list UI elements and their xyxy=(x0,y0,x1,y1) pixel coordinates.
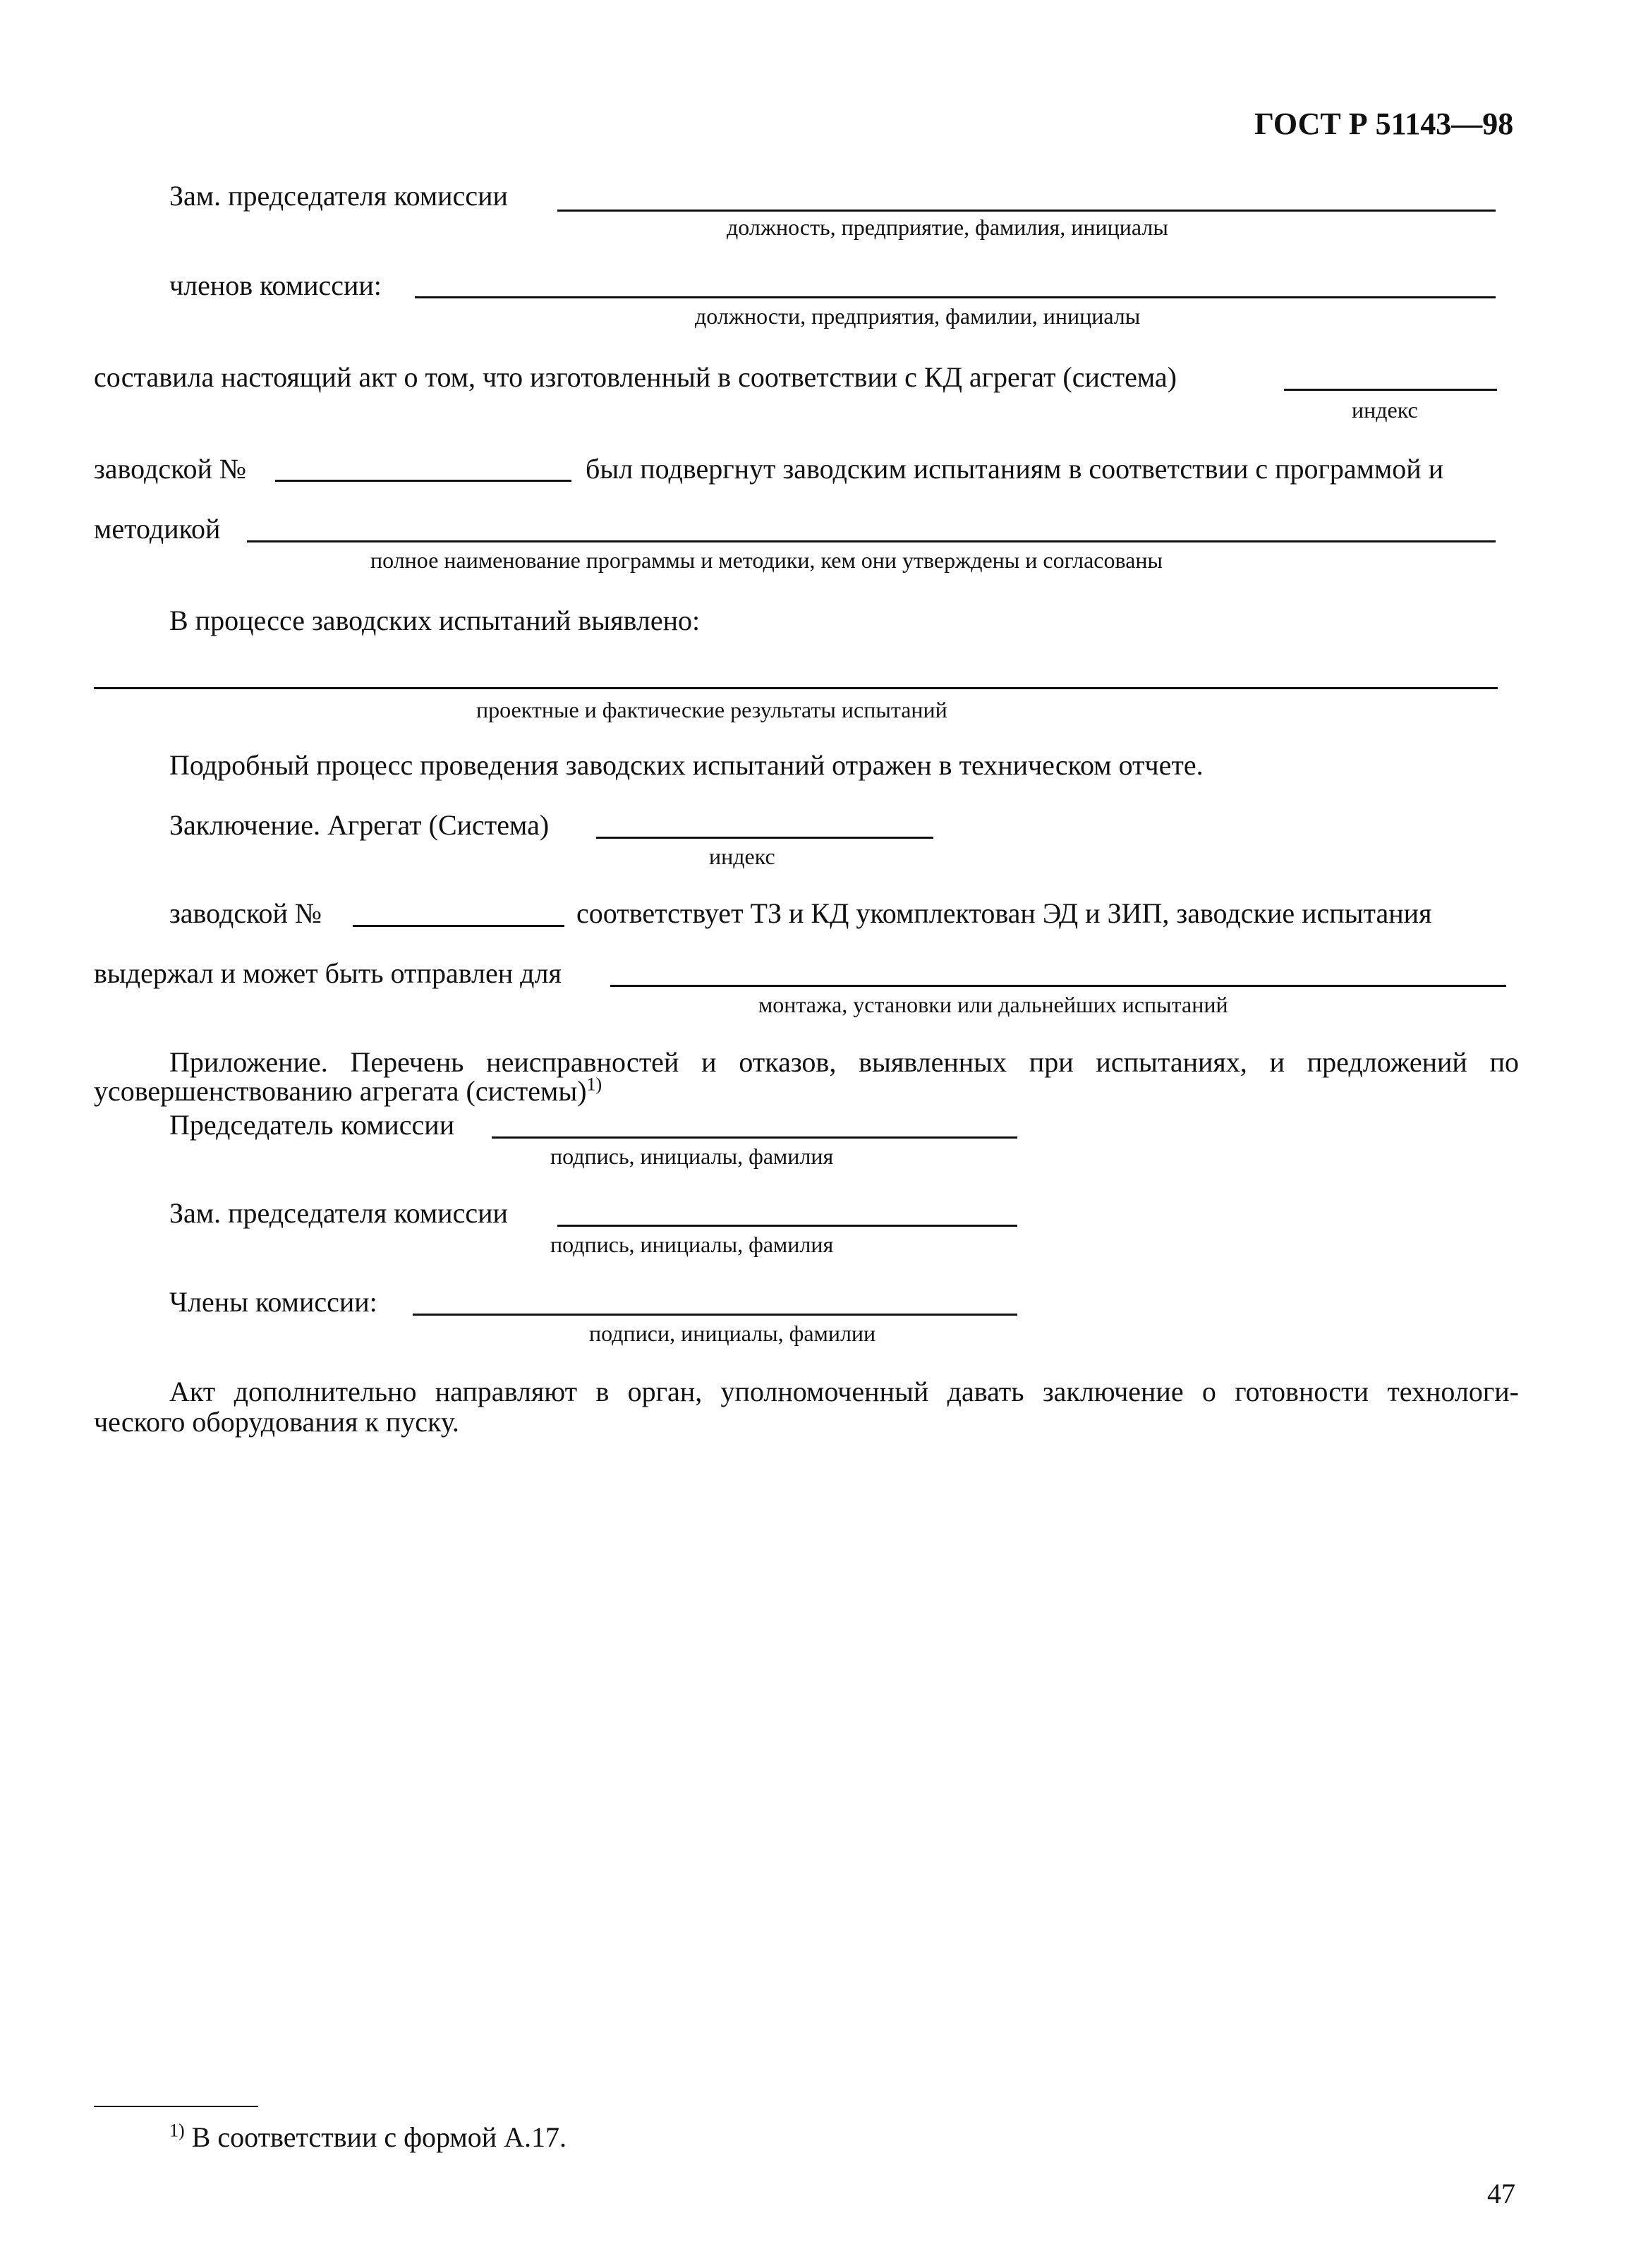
members-signature-field[interactable] xyxy=(413,1314,1017,1316)
conclusion-index-hint: индекс xyxy=(709,844,775,869)
members-hint: должности, предприятия, фамилии, инициалы xyxy=(695,303,1141,329)
footnote-divider xyxy=(94,2106,258,2107)
page-number: 47 xyxy=(1487,2178,1515,2209)
members-signature-hint: подписи, инициалы, фамилии xyxy=(589,1321,876,1346)
footnote xyxy=(169,2120,567,2153)
closing-line-1: Акт дополнительно направляют в орган, уполномоченный давать заключение о готовности технологи- xyxy=(169,1376,1519,1407)
results-field[interactable] xyxy=(94,687,1498,689)
tested-text: был подвергнут заводским испытаниям в соответствии с программой и xyxy=(586,453,1444,485)
conclusion-label: Заключение. Агрегат (Система) xyxy=(169,809,550,841)
method-hint: полное наименование программы и методики, кем они утверждены и согласованы xyxy=(370,547,1163,573)
revealed-text: В процессе заводских испытаний выявлено: xyxy=(169,605,701,636)
footnote-text: В соответствии с формой А.17. xyxy=(191,2121,567,2153)
deputy-chairman-field[interactable] xyxy=(557,210,1496,212)
serial-number-label: заводской № xyxy=(94,453,247,485)
deputy-signature-hint: подпись, инициалы, фамилия xyxy=(550,1232,834,1257)
appendix-line-2: усовершенствованию агрегата (системы)$^{1)}$ xyxy=(94,1074,602,1107)
results-hint: проектные и фактические результаты испытаний xyxy=(476,697,947,722)
appendix-footnote-mark: 1) xyxy=(586,1074,602,1095)
passed-purpose-hint: монтажа, установки или дальнейших испытаний xyxy=(758,992,1228,1017)
serial-number-field[interactable] xyxy=(275,480,571,482)
unit-index-field[interactable] xyxy=(1284,389,1497,391)
method-field[interactable] xyxy=(247,540,1496,542)
method-label: методикой xyxy=(94,513,221,545)
deputy-chairman-label: Зам. председателя комиссии xyxy=(169,180,508,212)
serial-number-2-field[interactable] xyxy=(353,925,564,927)
passed-purpose-field[interactable] xyxy=(610,985,1506,987)
appendix-line-1: Приложение. Перечень неисправностей и отказов, выявленных при испытаниях, и предложений по xyxy=(169,1046,1519,1078)
unit-index-hint: индекс xyxy=(1352,397,1418,423)
members-field[interactable] xyxy=(415,296,1496,298)
members-signature-label: Члены комиссии: xyxy=(169,1286,377,1318)
serial-number-2-label: заводской № xyxy=(169,897,322,929)
deputy-signature-field[interactable] xyxy=(557,1225,1017,1227)
complies-text: соответствует ТЗ и КД укомплектован ЭД и ЗИП, заводские испытания xyxy=(576,897,1432,929)
document-code: ГОСТ Р 51143—98 xyxy=(1254,107,1514,141)
chairman-hint: подпись, инициалы, фамилия xyxy=(550,1144,834,1169)
chairman-signature-field[interactable] xyxy=(492,1136,1017,1139)
report-text: Подробный процесс проведения заводских испытаний отражен в техническом отчете. xyxy=(169,749,1204,781)
passed-text: выдержал и может быть отправлен для xyxy=(94,957,562,989)
members-label: членов комиссии: xyxy=(169,269,382,301)
conclusion-index-field[interactable] xyxy=(596,837,933,839)
deputy-chairman-hint: должность, предприятие, фамилия, инициалы xyxy=(727,214,1168,240)
chairman-label: Председатель комиссии xyxy=(169,1109,455,1141)
act-statement: составила настоящий акт о том, что изготовленный в соответствии с КД агрегат (система) xyxy=(94,361,1177,393)
deputy-signature-label: Зам. председателя комиссии xyxy=(169,1197,508,1229)
closing-line-2: ческого оборудования к пуску. xyxy=(94,1406,459,1438)
footnote-mark: 1) xyxy=(169,2120,185,2141)
